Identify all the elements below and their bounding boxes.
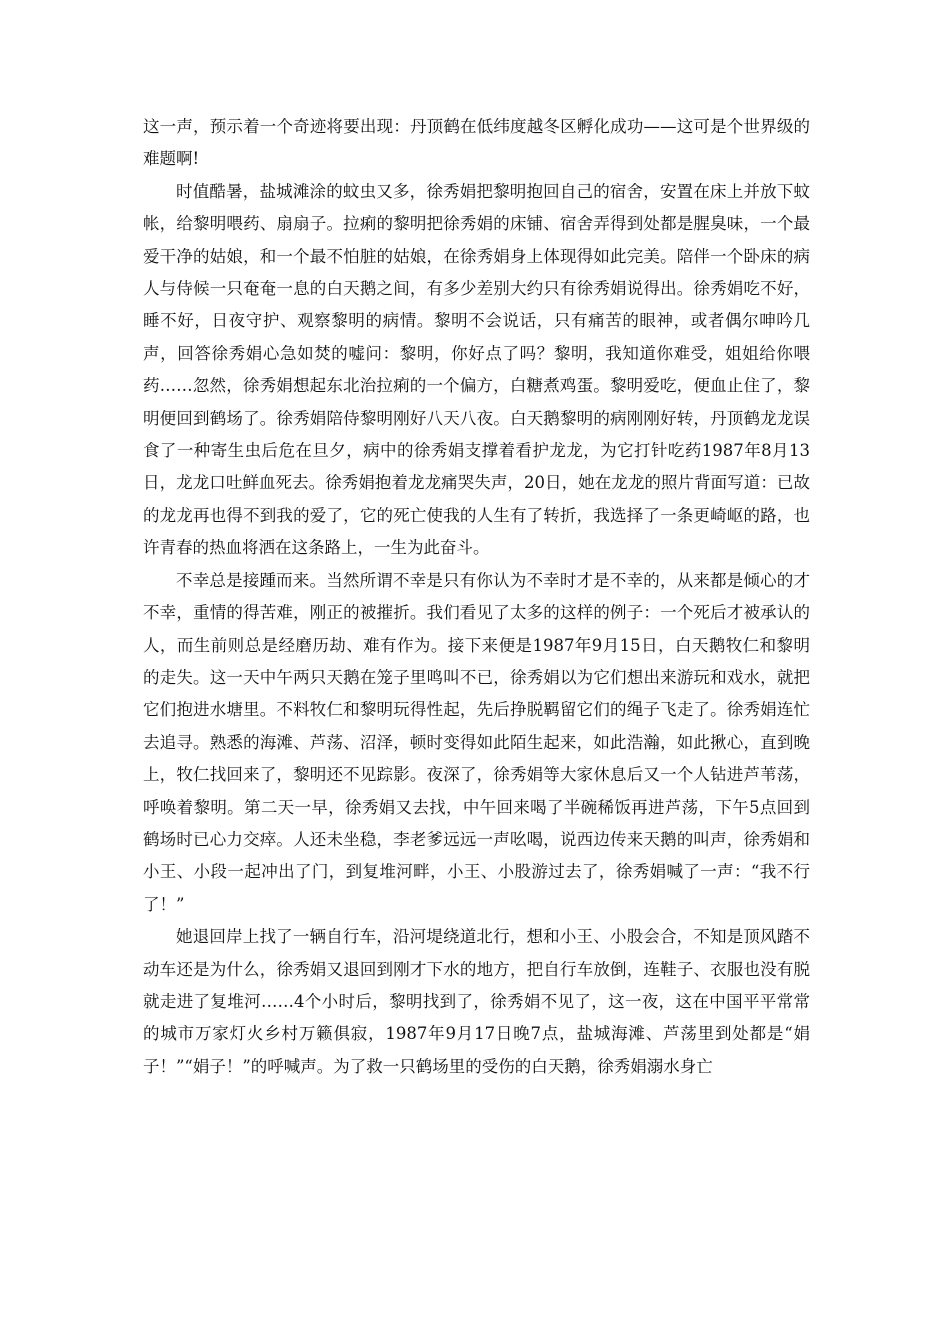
document-page: [143, 111, 810, 1083]
paragraph: 时值酷暑，盐城滩涂的蚊虫又多，徐秀娟把黎明抱回自己的宿舍，安置在床上并放下蚊帐，给黎明喂药、扇扇子。拉痢的黎明把徐秀娟的床铺、宿舍弄得到处都是腥臭味，一个最爱干净的姑娘，和一个最不怕脏的姑娘，在徐秀娟身上体现得如此完美。陪伴一个卧床的病人与侍候一只奄奄一息的白天鹅之间，有多少差别大约只有徐秀娟说得出。徐秀娟吃不好，睡不好，日夜守护、观察黎明的病情。黎明不会说话，只有痛苦的眼神，或者偶尔呻吟几声，回答徐秀娟心急如焚的嘘问：黎明，你好点了吗？黎明，我知道你难受，姐姐给你喂药……忽然，徐秀娟想起东北治拉痢的一个偏方，白糖煮鸡蛋。黎明爱吃，便血止住了，黎明便回到鹤场了。徐秀娟陪侍黎明刚好八天八夜。白天鹅黎明的病刚刚好转，丹顶鹤龙龙误食了一种寄生虫后危在旦夕，病中的徐秀娟支撑着看护龙龙，为它打针吃药1987年8月13日，龙龙口吐鲜血死去。徐秀娟抱着龙龙痛哭失声，20日，她在龙龙的照片背面写道：已故的龙龙再也得不到我的爱了，它的死亡使我的人生有了转折，我选择了一条更崎岖的路，也许青春的热血将洒在这条路上，一生为此奋斗。: [143, 181, 810, 558]
paragraph-continuation: 这一声，预示着一个奇迹将要出现：丹顶鹤在低纬度越冬区孵化成功——这可是个世界级的难题啊!: [143, 117, 810, 169]
paragraph: 她退回岸上找了一辆自行车，沿河堤绕道北行，想和小王、小股会合，不知是顶风踏不动车还是为什么，徐秀娟又退回到刚才下水的地方，把自行车放倒，连鞋子、衣服也没有脱就走进了复堆河……4个小时后，黎明找到了，徐秀娟不见了，这一夜，这在中国平平常常的城市万家灯火乡村万籁俱寂，1987年9月17日晚7点，盐城海滩、芦荡里到处都是“娟子！”“娟子！”的呼喊声。为了救一只鹤场里的受伤的白天鹅，徐秀娟溺水身亡: [143, 927, 810, 1076]
paragraph: 不幸总是接踵而来。当然所谓不幸是只有你认为不幸时才是不幸的，从来都是倾心的才不幸，重情的得苦难，刚正的被摧折。我们看见了太多的这样的例子：一个死后才被承认的人，而生前则总是经磨历劫、难有作为。接下来便是1987年9月15日，白天鹅牧仁和黎明的走失。这一天中午两只天鹅在笼子里鸣叫不已，徐秀娟以为它们想出来游玩和戏水，就把它们抱进水塘里。不料牧仁和黎明玩得性起，先后挣脱羁留它们的绳子飞走了。徐秀娟连忙去追寻。熟悉的海滩、芦荡、沼泽，顿时变得如此陌生起来，如此浩瀚，如此揪心，直到晚上，牧仁找回来了，黎明还不见踪影。夜深了，徐秀娟等大家休息后又一个人钻进芦苇荡，呼唤着黎明。第二天一早，徐秀娟又去找，中午回来喝了半碗稀饭再进芦荡，下午5点回到鹤场时已心力交瘁。人还未坐稳，李老爹远远一声吆喝，说西边传来天鹅的叫声，徐秀娟和小王、小段一起冲出了门，到复堆河畔，小王、小股游过去了，徐秀娟喊了一声：“我不行了！”: [143, 570, 810, 914]
